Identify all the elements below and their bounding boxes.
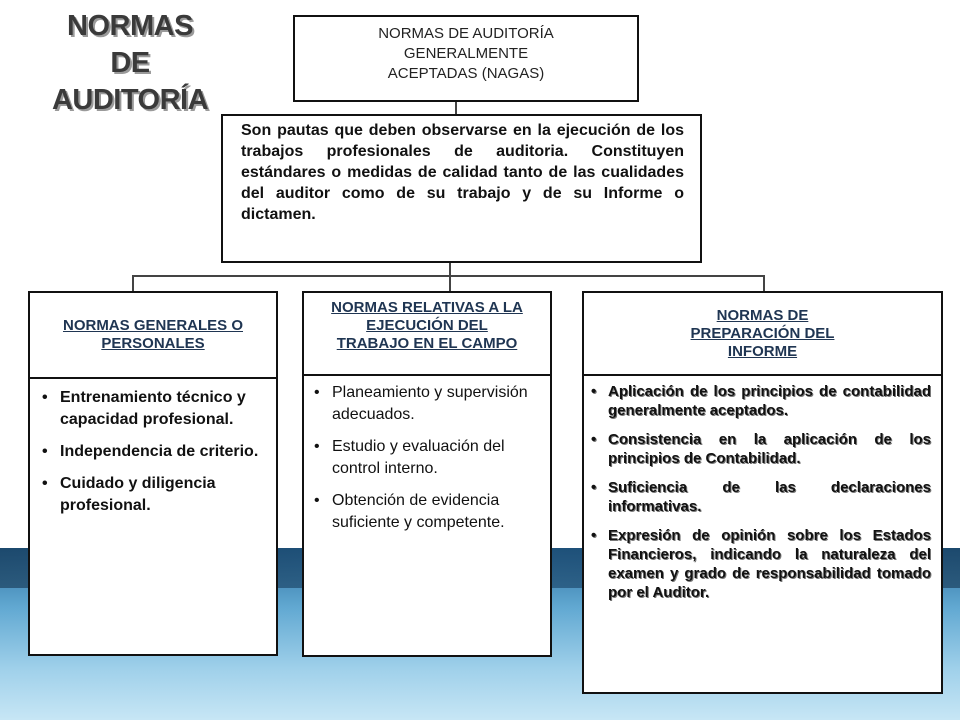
list-item: • Obtención de evidencia suficiente y competente.	[308, 490, 540, 534]
column-heading-report: NORMAS DE PREPARACIÓN DEL INFORME	[582, 291, 943, 376]
list-item: • Independencia de criterio.	[36, 441, 266, 463]
list-item: • Aplicación de los principios de contabilidad generalmente aceptados.	[588, 382, 931, 420]
report-norms-list-box	[582, 374, 943, 694]
list-item: • Expresión de opinión sobre los Estados Financieros, indicando la naturaleza del examen y grado de responsabilidad tomado por el Auditor.	[588, 526, 931, 602]
general-norms-list	[30, 379, 276, 517]
list-item: • Cuidado y diligencia profesional.	[36, 473, 266, 517]
list-item: • Suficiencia de las declaraciones informativas.	[588, 478, 931, 516]
execution-norms-list-box	[302, 374, 552, 657]
slide-title: NORMAS DE AUDITORÍA	[51, 10, 209, 116]
list-item: • Planeamiento y supervisión adecuados.	[308, 382, 540, 426]
column-heading-execution: NORMAS RELATIVAS A LA EJECUCIÓN DEL TRABAJO EN EL CAMPO	[302, 291, 552, 376]
list-item: • Consistencia en la aplicación de los principios de Contabilidad.	[588, 430, 931, 468]
list-item: • Estudio y evaluación del control interno.	[308, 436, 540, 480]
nagas-title-box: NORMAS DE AUDITORÍA GENERALMENTE ACEPTADAS (NAGAS)	[293, 15, 639, 102]
connector-left	[132, 275, 134, 291]
connector-center	[449, 275, 451, 291]
connector-right	[763, 275, 765, 291]
execution-norms-list	[304, 376, 550, 534]
column-heading-general: NORMAS GENERALES O PERSONALES	[28, 291, 278, 379]
general-norms-list-box	[28, 377, 278, 656]
report-norms-list	[584, 376, 941, 602]
definition-box: Son pautas que deben observarse en la ejecución de los trabajos profesionales de auditoria. Constituyen estándares o medidas de calidad tanto de las cualidades del auditor como de su trabajo y de su Informe o dictamen.	[221, 114, 702, 263]
list-item: • Entrenamiento técnico y capacidad profesional.	[36, 387, 266, 431]
connector-top	[455, 102, 457, 114]
